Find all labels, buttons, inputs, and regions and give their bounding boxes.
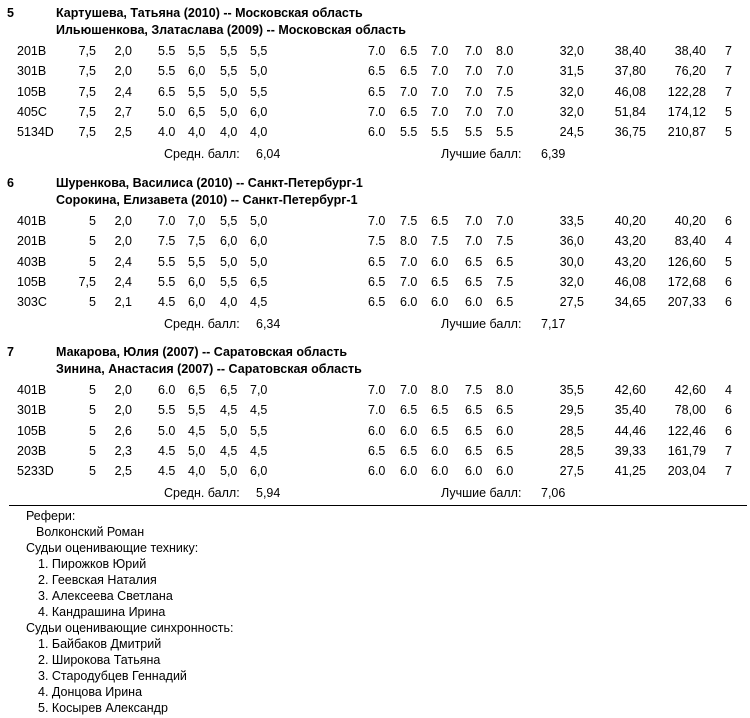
referee-label: Рефери:: [26, 509, 76, 523]
sync-score: 8.0: [496, 44, 514, 58]
difficulty-b: 2,5: [114, 464, 132, 479]
tech-judges-label: Судьи оценивающие технику:: [26, 541, 199, 555]
sync-score: 5.5: [400, 125, 418, 140]
average-label: Средн. балл:: [164, 316, 240, 331]
raw-score: 28,5: [559, 443, 584, 458]
tech-score: 5,5: [188, 84, 206, 99]
sync-score: 7.0: [368, 104, 386, 119]
sync-score: 7.5: [465, 383, 483, 397]
raw-score: 27,5: [559, 464, 584, 479]
element-code: 405C: [17, 104, 47, 119]
sync-score: 6.0: [431, 443, 449, 458]
element-score: 46,08: [614, 84, 646, 99]
sync-judge: 3. Стародубцев Геннадий: [38, 669, 187, 683]
sync-score: 7.0: [465, 64, 483, 79]
sync-judges-label: Судьи оценивающие синхронность:: [26, 621, 234, 635]
sync-score: 7.0: [368, 214, 386, 228]
sync-score: 7.0: [431, 84, 449, 99]
sync-score: 6.5: [465, 274, 483, 289]
difficulty-a: 5: [89, 464, 96, 479]
sync-score: 6.5: [431, 214, 449, 228]
tech-score: 5,0: [220, 423, 238, 438]
tech-score: 5,5: [250, 44, 268, 58]
running-total: 76,20: [674, 64, 706, 79]
score-row: [0, 214, 750, 232]
element-code: 201B: [17, 44, 47, 58]
place: 7: [725, 84, 732, 99]
score-row: [0, 105, 750, 123]
average-value: 6,34: [256, 316, 281, 331]
tech-score: 4,0: [220, 295, 238, 310]
average-value: 5,94: [256, 485, 281, 500]
sync-score: 6.0: [368, 464, 386, 479]
sync-score: 6.5: [431, 274, 449, 289]
sync-score: 5.5: [431, 125, 449, 140]
divider: [9, 505, 747, 506]
element-code: 401B: [17, 383, 47, 397]
sync-score: 7.0: [400, 254, 418, 269]
referee-name: Волконский Роман: [36, 525, 145, 539]
sync-score: 6.0: [496, 464, 514, 479]
tech-score: 5,0: [250, 214, 268, 228]
score-row: [0, 85, 750, 103]
athlete-1: Макарова, Юлия (2007) -- Саратовская область: [56, 345, 348, 359]
tech-score: 4.0: [158, 125, 176, 140]
tech-score: 6,0: [188, 274, 206, 289]
sync-score: 7.0: [465, 84, 483, 99]
element-code: 5233D: [17, 464, 54, 479]
sync-score: 7.5: [496, 234, 514, 249]
tech-score: 4,5: [250, 443, 268, 458]
difficulty-b: 2,4: [114, 84, 132, 99]
raw-score: 32,0: [559, 274, 584, 289]
tech-score: 4,5: [220, 443, 238, 458]
difficulty-b: 2,0: [114, 214, 132, 228]
difficulty-b: 2,0: [114, 383, 132, 397]
running-total: 122,46: [667, 423, 706, 438]
tech-score: 5,5: [250, 423, 268, 438]
athlete-1: Картушева, Татьяна (2010) -- Московская область: [56, 6, 363, 20]
sync-score: 7.0: [465, 44, 483, 58]
tech-score: 5,0: [220, 104, 238, 119]
element-code: 201B: [17, 234, 47, 249]
difficulty-a: 7,5: [78, 104, 96, 119]
sync-score: 8.0: [496, 383, 514, 397]
sync-score: 8.0: [431, 383, 449, 397]
place: 7: [725, 443, 732, 458]
tech-score: 5,5: [188, 254, 206, 269]
sync-score: 6.5: [496, 403, 514, 418]
pair-number: 5: [7, 6, 14, 20]
element-score: 39,33: [614, 443, 646, 458]
difficulty-a: 5: [89, 214, 96, 228]
difficulty-a: 7,5: [78, 84, 96, 99]
sync-score: 6.0: [400, 464, 418, 479]
tech-score: 4,5: [220, 403, 238, 418]
tech-score: 4,5: [188, 423, 206, 438]
sync-score: 6.0: [431, 464, 449, 479]
sync-score: 7.0: [431, 104, 449, 119]
tech-judge: 4. Кандрашина Ирина: [38, 605, 166, 619]
element-code: 401B: [17, 214, 47, 228]
sync-score: 6.5: [431, 403, 449, 418]
place: 7: [725, 464, 732, 479]
sync-score: 7.0: [431, 44, 449, 58]
tech-score: 6,5: [250, 274, 268, 289]
running-total: 38,40: [674, 44, 706, 58]
difficulty-a: 5: [89, 254, 96, 269]
tech-score: 4,0: [188, 464, 206, 479]
tech-score: 4,5: [250, 403, 268, 418]
score-row: [0, 444, 750, 462]
place: 5: [725, 125, 732, 140]
place: 4: [725, 234, 732, 249]
tech-score: 5,0: [250, 64, 268, 79]
place: 6: [725, 403, 732, 418]
difficulty-b: 2,7: [114, 104, 132, 119]
element-code: 105B: [17, 84, 47, 99]
tech-score: 6,0: [220, 234, 238, 249]
raw-score: 24,5: [559, 125, 584, 140]
tech-score: 5.0: [158, 423, 176, 438]
tech-score: 5,0: [188, 443, 206, 458]
sync-score: 6.5: [400, 44, 418, 58]
place: 4: [725, 383, 732, 397]
sync-judge: 1. Байбаков Дмитрий: [38, 637, 162, 651]
running-total: 161,79: [667, 443, 706, 458]
raw-score: 36,0: [559, 234, 584, 249]
sync-score: 5.5: [465, 125, 483, 140]
tech-score: 4,0: [188, 125, 206, 140]
athlete-2: Зинина, Анастасия (2007) -- Саратовская область: [56, 362, 362, 376]
place: 7: [725, 64, 732, 79]
element-score: 36,75: [614, 125, 646, 140]
difficulty-b: 2,5: [114, 125, 132, 140]
raw-score: 31,5: [559, 64, 584, 79]
tech-score: 5.5: [158, 64, 176, 79]
tech-score: 4.5: [158, 464, 176, 479]
average-label: Средн. балл:: [164, 146, 240, 161]
tech-judge: 2. Геевская Наталия: [38, 573, 157, 587]
sync-score: 6.5: [368, 254, 386, 269]
pair-number: 6: [7, 176, 14, 190]
tech-score: 6,0: [188, 295, 206, 310]
difficulty-a: 5: [89, 295, 96, 310]
sync-score: 6.0: [496, 423, 514, 438]
athlete-2: Ильюшенкова, Златаслава (2009) -- Московская область: [56, 23, 406, 37]
pair-number: 7: [7, 345, 14, 359]
difficulty-b: 2,1: [114, 295, 132, 310]
sync-score: 7.0: [400, 84, 418, 99]
tech-score: 4.5: [158, 295, 176, 310]
sync-score: 6.5: [496, 254, 514, 269]
tech-score: 7,0: [188, 214, 206, 228]
element-score: 46,08: [614, 274, 646, 289]
sync-score: 7.0: [368, 383, 386, 397]
running-total: 203,04: [667, 464, 706, 479]
tech-score: 6,0: [250, 464, 268, 479]
element-code: 5134D: [17, 125, 54, 140]
sync-score: 7.0: [465, 104, 483, 119]
score-row: [0, 275, 750, 293]
tech-score: 5,5: [220, 214, 238, 228]
sync-score: 7.5: [431, 234, 449, 249]
best-value: 7,17: [541, 316, 566, 331]
tech-score: 4.5: [158, 443, 176, 458]
sync-score: 6.5: [465, 403, 483, 418]
athlete-2: Сорокина, Елизавета (2010) -- Санкт-Петербург-1: [56, 193, 358, 207]
sync-score: 6.5: [400, 443, 418, 458]
tech-judge: 3. Алексеева Светлана: [38, 589, 173, 603]
element-score: 42,60: [614, 383, 646, 397]
tech-score: 4,0: [250, 125, 268, 140]
element-code: 303C: [17, 295, 47, 310]
difficulty-a: 7,5: [78, 125, 96, 140]
sync-score: 6.5: [400, 104, 418, 119]
difficulty-b: 2,0: [114, 64, 132, 79]
place: 7: [725, 44, 732, 58]
tech-score: 6,0: [250, 234, 268, 249]
sync-score: 6.0: [465, 464, 483, 479]
sync-score: 6.0: [465, 295, 483, 310]
sync-score: 6.5: [400, 64, 418, 79]
place: 5: [725, 254, 732, 269]
sync-score: 7.0: [368, 44, 386, 58]
sync-score: 7.0: [496, 104, 514, 119]
average-value: 6,04: [256, 146, 281, 161]
difficulty-b: 2,4: [114, 254, 132, 269]
difficulty-a: 5: [89, 403, 96, 418]
score-row: [0, 255, 750, 273]
difficulty-b: 2,6: [114, 423, 132, 438]
running-total: 172,68: [667, 274, 706, 289]
sync-score: 7.5: [400, 214, 418, 228]
tech-score: 5,5: [188, 44, 206, 58]
best-value: 7,06: [541, 485, 566, 500]
tech-judge: 1. Пирожков Юрий: [38, 557, 147, 571]
tech-score: 6,0: [188, 64, 206, 79]
running-total: 207,33: [667, 295, 706, 310]
element-score: 41,25: [614, 464, 646, 479]
raw-score: 32,0: [559, 104, 584, 119]
sync-score: 7.0: [496, 64, 514, 79]
sync-score: 7.0: [368, 403, 386, 418]
score-row: [0, 125, 750, 143]
element-score: 51,84: [614, 104, 646, 119]
difficulty-a: 7,5: [78, 64, 96, 79]
difficulty-b: 2,0: [114, 44, 132, 58]
sync-score: 6.5: [368, 64, 386, 79]
sync-score: 6.5: [368, 84, 386, 99]
difficulty-b: 2,4: [114, 274, 132, 289]
sync-score: 6.5: [465, 443, 483, 458]
sync-judge: 2. Широкова Татьяна: [38, 653, 161, 667]
sync-score: 7.0: [431, 64, 449, 79]
sync-score: 7.0: [465, 234, 483, 249]
sync-score: 6.0: [431, 254, 449, 269]
raw-score: 32,0: [559, 84, 584, 99]
tech-score: 5,0: [220, 254, 238, 269]
raw-score: 30,0: [559, 254, 584, 269]
difficulty-a: 7,5: [78, 44, 96, 58]
score-row: [0, 295, 750, 313]
running-total: 78,00: [674, 403, 706, 418]
tech-score: 6,5: [188, 104, 206, 119]
score-row: [0, 383, 750, 401]
place: 6: [725, 423, 732, 438]
element-score: 37,80: [614, 64, 646, 79]
running-total: 174,12: [667, 104, 706, 119]
score-row: [0, 44, 750, 62]
raw-score: 27,5: [559, 295, 584, 310]
tech-score: 5,0: [220, 84, 238, 99]
running-total: 126,60: [667, 254, 706, 269]
difficulty-b: 2,0: [114, 234, 132, 249]
sync-score: 8.0: [400, 234, 418, 249]
element-code: 403B: [17, 254, 47, 269]
tech-score: 5,5: [220, 44, 238, 58]
running-total: 83,40: [674, 234, 706, 249]
sync-score: 6.5: [496, 443, 514, 458]
tech-score: 7.5: [158, 234, 176, 249]
tech-score: 5,0: [250, 254, 268, 269]
tech-score: 6,5: [188, 383, 206, 397]
tech-score: 5,5: [188, 403, 206, 418]
score-row: [0, 424, 750, 442]
score-row: [0, 464, 750, 482]
best-label: Лучшие балл:: [441, 485, 522, 500]
sync-score: 6.5: [465, 254, 483, 269]
element-code: 105B: [17, 423, 47, 438]
sync-score: 5.5: [496, 125, 514, 140]
element-code: 301B: [17, 403, 47, 418]
sync-score: 6.5: [368, 295, 386, 310]
tech-score: 5.0: [158, 104, 176, 119]
sync-score: 7.0: [400, 383, 418, 397]
element-score: 38,40: [614, 44, 646, 58]
place: 6: [725, 214, 732, 228]
average-label: Средн. балл:: [164, 485, 240, 500]
tech-score: 7,0: [250, 383, 268, 397]
element-score: 34,65: [614, 295, 646, 310]
sync-score: 7.5: [368, 234, 386, 249]
difficulty-a: 5: [89, 383, 96, 397]
tech-score: 6,0: [250, 104, 268, 119]
sync-score: 7.5: [496, 84, 514, 99]
sync-score: 6.5: [368, 443, 386, 458]
raw-score: 35,5: [559, 383, 584, 397]
element-code: 301B: [17, 64, 47, 79]
element-code: 105B: [17, 274, 47, 289]
tech-score: 5,5: [220, 274, 238, 289]
sync-score: 6.5: [368, 274, 386, 289]
tech-score: 6,5: [220, 383, 238, 397]
tech-score: 7.0: [158, 214, 176, 228]
score-row: [0, 403, 750, 421]
place: 6: [725, 274, 732, 289]
element-score: 44,46: [614, 423, 646, 438]
place: 5: [725, 104, 732, 119]
raw-score: 33,5: [559, 214, 584, 228]
running-total: 42,60: [674, 383, 706, 397]
sync-score: 6.0: [368, 423, 386, 438]
difficulty-a: 5: [89, 443, 96, 458]
place: 6: [725, 295, 732, 310]
element-score: 43,20: [614, 234, 646, 249]
tech-score: 5,0: [220, 464, 238, 479]
tech-score: 7,5: [188, 234, 206, 249]
element-score: 40,20: [614, 214, 646, 228]
tech-score: 4,0: [220, 125, 238, 140]
tech-score: 4,5: [250, 295, 268, 310]
tech-score: 5,5: [220, 64, 238, 79]
running-total: 122,28: [667, 84, 706, 99]
sync-score: 6.0: [368, 125, 386, 140]
score-row: [0, 64, 750, 82]
sync-score: 6.0: [400, 295, 418, 310]
score-row: [0, 234, 750, 252]
element-score: 43,20: [614, 254, 646, 269]
element-code: 203B: [17, 443, 47, 458]
difficulty-a: 7,5: [78, 274, 96, 289]
sync-score: 7.0: [496, 214, 514, 228]
sync-score: 7.0: [465, 214, 483, 228]
sync-score: 6.5: [400, 403, 418, 418]
sync-judge: 4. Донцова Ирина: [38, 685, 143, 699]
tech-score: 6.5: [158, 84, 176, 99]
sync-score: 7.5: [496, 274, 514, 289]
best-label: Лучшие балл:: [441, 316, 522, 331]
raw-score: 28,5: [559, 423, 584, 438]
tech-score: 5.5: [158, 44, 176, 58]
tech-score: 5.5: [158, 274, 176, 289]
tech-score: 5.5: [158, 254, 176, 269]
tech-score: 5,5: [250, 84, 268, 99]
difficulty-a: 5: [89, 423, 96, 438]
sync-score: 6.5: [431, 423, 449, 438]
tech-score: 5.5: [158, 403, 176, 418]
athlete-1: Шуренкова, Василиса (2010) -- Санкт-Петербург-1: [56, 176, 363, 190]
raw-score: 29,5: [559, 403, 584, 418]
best-label: Лучшие балл:: [441, 146, 522, 161]
difficulty-b: 2,3: [114, 443, 132, 458]
running-total: 210,87: [667, 125, 706, 140]
raw-score: 32,0: [559, 44, 584, 58]
sync-score: 6.5: [496, 295, 514, 310]
difficulty-a: 5: [89, 234, 96, 249]
running-total: 40,20: [674, 214, 706, 228]
best-value: 6,39: [541, 146, 566, 161]
sync-judge: 5. Косырев Александр: [38, 701, 168, 715]
sync-score: 6.0: [400, 423, 418, 438]
sync-score: 6.5: [465, 423, 483, 438]
tech-score: 6.0: [158, 383, 176, 397]
sync-score: 6.0: [431, 295, 449, 310]
element-score: 35,40: [614, 403, 646, 418]
difficulty-b: 2,0: [114, 403, 132, 418]
sync-score: 7.0: [400, 274, 418, 289]
